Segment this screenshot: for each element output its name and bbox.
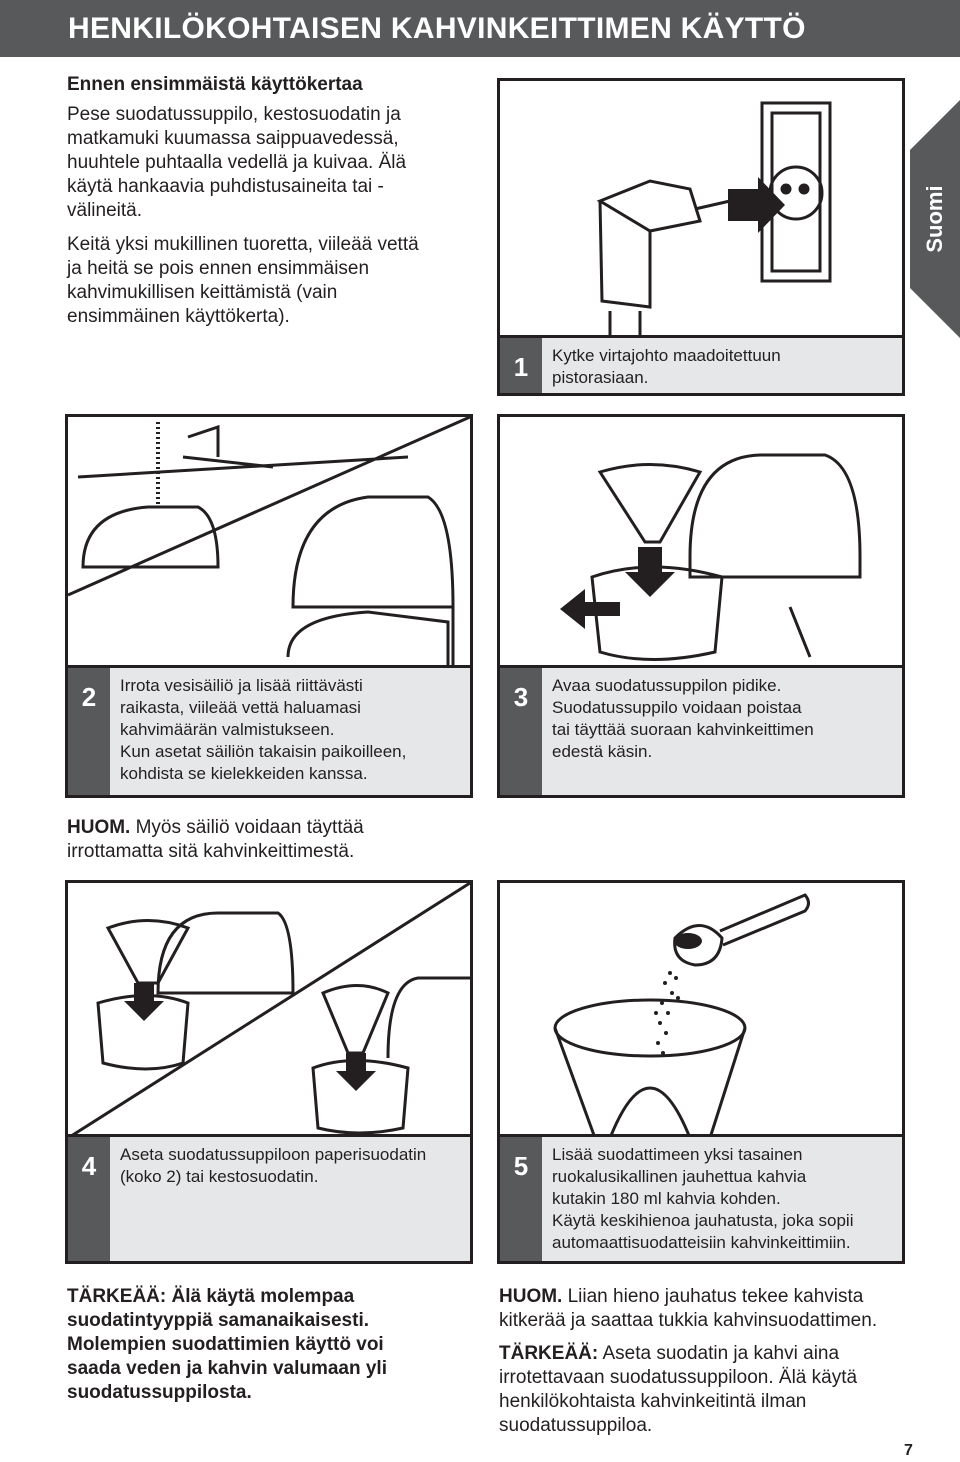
fill-reservoir-illustration	[68, 417, 470, 669]
step-5-caption	[500, 1134, 902, 1261]
add-coffee-illustration	[500, 883, 902, 1138]
plug-into-outlet-illustration	[500, 81, 902, 339]
step-1-panel	[497, 78, 905, 396]
page-number: 7	[904, 1442, 913, 1459]
note-tarkeaa-2	[499, 1342, 899, 1438]
intro-heading: Ennen ensimmäistä käyttökertaa	[67, 74, 363, 95]
step-3-text: Avaa suodatussuppilon pidike. Suodatussuppilo voidaan poistaa tai täyttää suoraan kahvinkeittimen edestä käsin.	[552, 676, 814, 761]
step-5-number: 5	[500, 1137, 542, 1261]
step-1-text: Kytke virtajohto maadoitettuun pistorasiaan.	[552, 346, 781, 387]
language-tab-label: Suomi	[922, 185, 947, 253]
open-brew-basket-illustration	[500, 417, 902, 669]
step-4-number: 4	[68, 1137, 110, 1261]
page-header	[0, 0, 960, 57]
note-huom-1-label: HUOM.	[67, 817, 131, 838]
note-huom-1-text: Myös säiliö voidaan täyttää irrottamatta sitä kahvinkeittimestä.	[67, 817, 364, 862]
step-3-caption	[500, 665, 902, 795]
step-4-caption	[68, 1134, 470, 1261]
step-1-number: 1	[500, 338, 542, 393]
note-huom-2-label: HUOM.	[499, 1286, 563, 1307]
step-5-panel	[497, 880, 905, 1264]
intro-paragraph-1: Pese suodatussuppilo, kestosuodatin ja matkamuki kuumassa saippuavedessä, huuhtele puhtaalla vedellä ja kuivaa. Älä käytä hankaavia puhdistusaineita tai -välineitä.	[67, 104, 407, 221]
step-2-number: 2	[68, 668, 110, 795]
step-5-text: Lisää suodattimeen yksi tasainen ruokalusikallinen jauhettua kahvia kutakin 180 ml kahvia kohden. Käytä keskihienoa jauhatusta, joka sopii automaattisuodatteisiin kahvinkeittimiin.	[552, 1145, 854, 1252]
step-1-caption	[500, 335, 902, 393]
step-3-number: 3	[500, 668, 542, 795]
note-tarkeaa-2-text: Aseta suodatin ja kahvi aina irrotettavaan suodatussuppiloon. Älä käytä henkilökohtaista kahvinkeitintä ilman suodatussuppiloa.	[499, 1343, 858, 1436]
step-2-caption	[68, 665, 470, 795]
intro-section	[67, 73, 427, 339]
intro-paragraph-2: Keitä yksi mukillinen tuoretta, viileää vettä ja heitä se pois ennen ensimmäisen kahvimukillisen keittämistä (vain ensimmäinen käyttökerta).	[67, 234, 419, 327]
insert-filter-illustration	[68, 883, 470, 1138]
step-3-panel	[497, 414, 905, 798]
note-tarkeaa-2-label: TÄRKEÄÄ:	[499, 1343, 599, 1364]
step-4-text: Aseta suodatussuppiloon paperisuodatin (koko 2) tai kestosuodatin.	[120, 1145, 427, 1186]
step-2-panel	[65, 414, 473, 798]
page-title: HENKILÖKOHTAISEN KAHVINKEITTIMEN KÄYTTÖ	[68, 12, 806, 45]
step-4-panel	[65, 880, 473, 1264]
note-huom-2	[499, 1285, 904, 1333]
note-huom-1	[67, 816, 427, 864]
step-2-text: Irrota vesisäiliö ja lisää riittävästi raikasta, viileää vettä haluamasi kahvimäärän valmistukseen. Kun asetat säiliön takaisin paikoilleen, kohdista se kielekkeiden kanssa.	[120, 676, 407, 783]
note-huom-2-text: Liian hieno jauhatus tekee kahvista kitkerää ja saattaa tukkia kahvinsuodattimen.	[499, 1286, 878, 1331]
note-tarkeaa-1: TÄRKEÄÄ: Älä käytä molempaa suodatintyyppiä samanaikaisesti. Molempien suodattimien käyttö voi saada veden ja kahvin valumaan yli suodatussuppilosta.	[67, 1286, 387, 1403]
language-tab	[910, 100, 960, 338]
